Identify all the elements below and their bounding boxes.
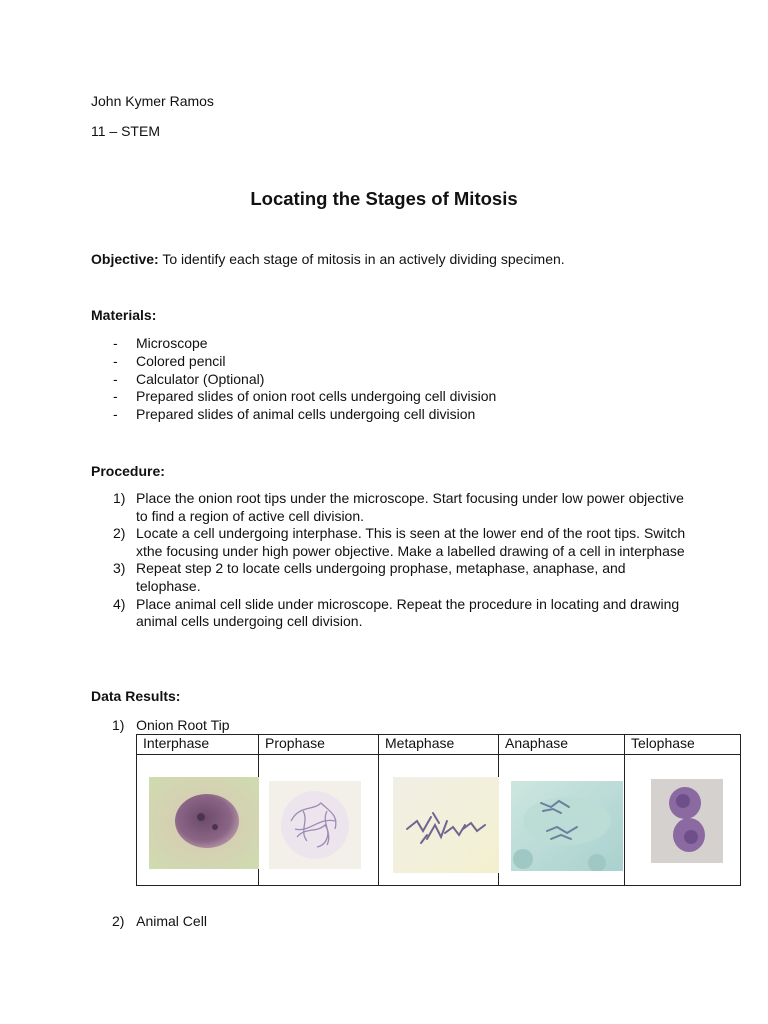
table-header-row	[137, 735, 741, 755]
subsection-number: 2)	[112, 913, 125, 929]
bullet-dash: -	[113, 388, 118, 405]
list-item	[91, 388, 496, 406]
anaphase-micrograph	[511, 781, 623, 871]
class-section: 11 – STEM	[91, 123, 160, 139]
metaphase-micrograph	[393, 777, 499, 873]
step-text: Place the onion root tips under the microscope. Start focusing under low power objective to find a region of active cell division.	[136, 490, 684, 524]
material-item-label: Colored pencil	[136, 352, 226, 369]
bullet-dash: -	[113, 352, 118, 369]
telophase-cell	[625, 755, 741, 886]
results-subsection-animal	[112, 912, 207, 930]
material-item-label: Microscope	[136, 335, 208, 351]
document-title: Locating the Stages of Mitosis	[250, 188, 518, 209]
column-header: Prophase	[259, 735, 379, 755]
step-number: 3)	[113, 560, 126, 577]
bullet-dash: -	[113, 335, 118, 351]
subsection-number: 1)	[112, 717, 125, 733]
column-header: Anaphase	[499, 735, 625, 755]
anaphase-cell	[499, 755, 625, 886]
list-item	[91, 335, 496, 353]
procedure-step	[91, 525, 691, 560]
step-text: Locate a cell undergoing interphase. This is seen at the lower end of the root tips. Switch xthe focusing under high power objective. Make a labelled drawing of a cell in interphase	[136, 525, 686, 559]
mitosis-stages-table	[136, 734, 741, 886]
column-header: Metaphase	[379, 735, 499, 755]
objective-label: Objective:	[91, 251, 159, 267]
metaphase-cell	[379, 755, 499, 886]
bullet-dash: -	[113, 406, 118, 423]
step-number: 1)	[113, 490, 126, 506]
material-item-label: Calculator (Optional)	[136, 370, 265, 387]
column-header: Interphase	[137, 735, 259, 755]
subsection-label: Onion Root Tip	[136, 717, 230, 733]
bullet-dash: -	[113, 370, 118, 387]
materials-list	[91, 335, 496, 424]
procedure-step	[91, 490, 691, 525]
column-header: Telophase	[625, 735, 741, 755]
step-text: Repeat step 2 to locate cells undergoing prophase, metaphase, anaphase, and telophase.	[136, 560, 626, 594]
list-item	[91, 353, 496, 371]
objective-text: To identify each stage of mitosis in an actively dividing specimen.	[158, 251, 565, 267]
procedure-step	[91, 560, 691, 595]
materials-heading: Materials:	[91, 307, 157, 323]
results-heading: Data Results:	[91, 688, 181, 704]
list-item	[91, 371, 496, 389]
procedure-step	[91, 596, 691, 631]
step-number: 2)	[113, 525, 126, 542]
prophase-micrograph	[269, 781, 361, 869]
interphase-cell	[137, 755, 259, 886]
prophase-cell	[259, 755, 379, 886]
step-text: Place animal cell slide under microscope. Repeat the procedure in locating and drawing animal cells undergoing cell division.	[136, 595, 680, 630]
material-item-label: Prepared slides of animal cells undergoing cell division	[136, 406, 476, 423]
material-item-label: Prepared slides of onion root cells undergoing cell division	[136, 388, 497, 405]
procedure-heading: Procedure:	[91, 463, 165, 479]
step-number: 4)	[113, 595, 126, 612]
subsection-label: Animal Cell	[136, 913, 207, 929]
objective-line	[91, 250, 565, 268]
author-name: John Kymer Ramos	[91, 93, 214, 109]
procedure-steps	[91, 490, 691, 631]
list-item	[91, 406, 496, 424]
table-row	[137, 755, 741, 886]
results-subsection-onion	[112, 716, 230, 734]
interphase-micrograph	[149, 777, 259, 869]
telophase-micrograph	[651, 779, 723, 863]
